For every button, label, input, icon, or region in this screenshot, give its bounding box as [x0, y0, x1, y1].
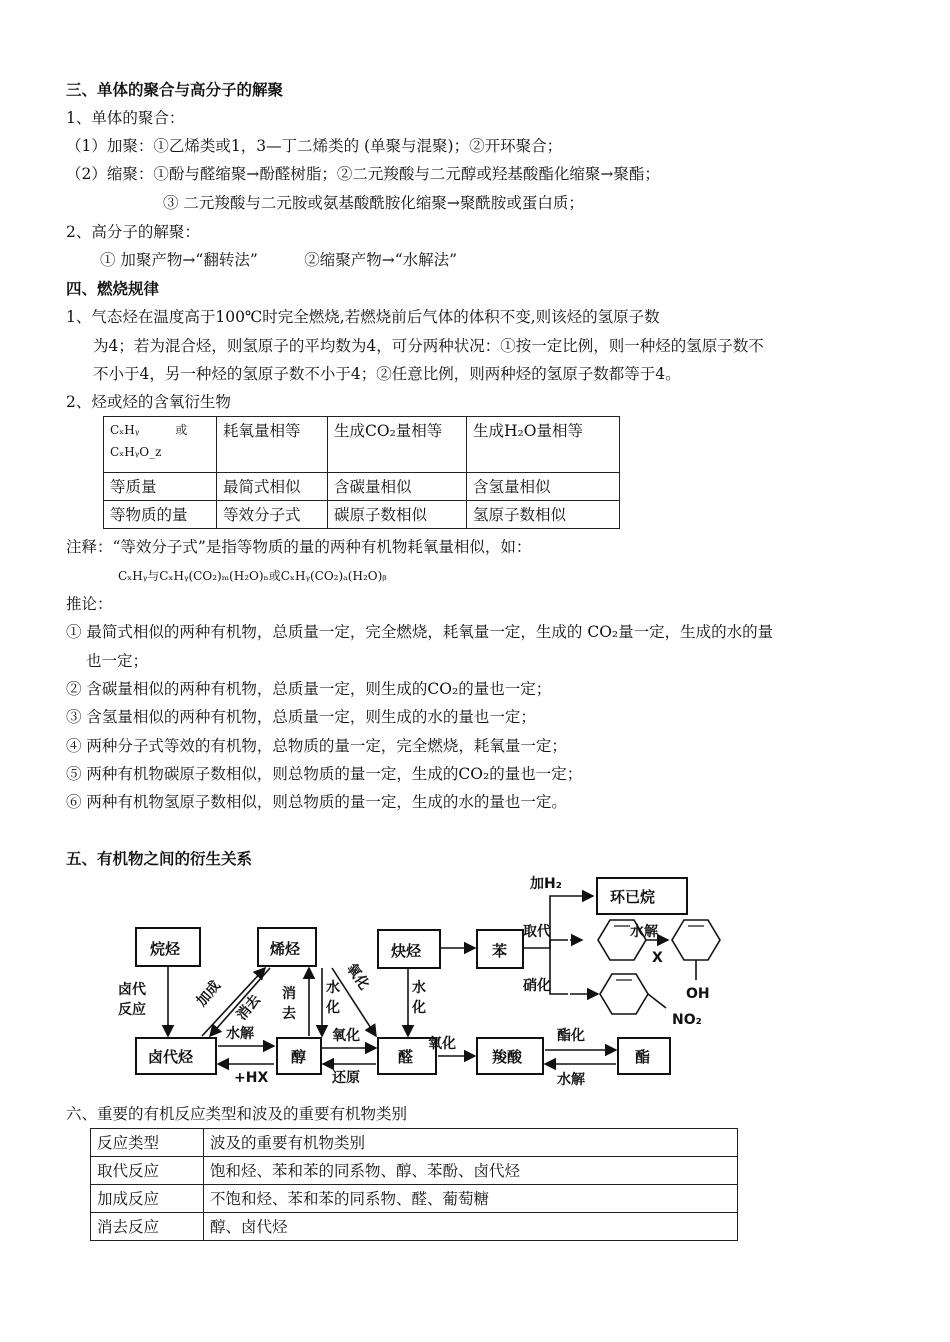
table-row	[91, 1157, 738, 1185]
header-formula-2: CₓHᵧO_z	[110, 445, 162, 459]
table-cell: 最简式相似	[217, 473, 328, 501]
label-addition: 加成	[193, 977, 224, 1010]
label-cyclohexane: 环已烷	[610, 888, 656, 906]
label-oxidation: 氧化	[332, 1028, 360, 1044]
label-elim-b: 去	[282, 1006, 296, 1022]
table-cell: 消去反应	[91, 1213, 204, 1241]
text-line: 为4；若为混合烃，则氢原子的平均数为4，可分两种状况：①按一定比例，则一种烃的氢原子数不	[93, 337, 764, 355]
label-elim-a: 消	[282, 986, 296, 1002]
section3-title: 三、单体的聚合与高分子的解聚	[66, 81, 284, 99]
inference-item: ② 含碳量相似的两种有机物，总质量一定，则生成的CO₂的量也一定；	[66, 680, 552, 698]
label-ester: 酯	[635, 1048, 651, 1066]
table-header-cell: 生成CO₂量相等	[328, 417, 467, 473]
derivation-diagram	[110, 868, 750, 1088]
label-nitration: 硝化	[523, 978, 551, 994]
header-formula-1: CₓHᵧ 或	[110, 423, 188, 437]
label-hydrolysis3: 水解	[557, 1072, 585, 1088]
label-elimination: 消去	[233, 991, 264, 1024]
table-cell: 醇、卤代烃	[204, 1213, 738, 1241]
label-hydration-b: 化	[326, 1000, 340, 1016]
label-substitution: 取代	[523, 924, 551, 940]
inference-item: ⑤ 两种有机物碳原子数相似，则总物质的量一定，生成的CO₂的量也一定；	[66, 765, 583, 783]
text-line: ① 加聚产物→“翻转法” ②缩聚产物→“水解法”	[100, 251, 458, 269]
text-line: 1、气态烃在温度高于100℃时完全燃烧,若燃烧前后气体的体积不变,则该烃的氢原子数	[66, 308, 660, 326]
label-alkyne: 炔烃	[391, 942, 422, 960]
table-row	[91, 1213, 738, 1241]
table-cell: 含碳量相似	[328, 473, 467, 501]
inference-label: 推论：	[66, 595, 113, 613]
section4-title: 四、燃烧规律	[66, 280, 160, 298]
inference-item: 也一定；	[86, 652, 149, 670]
combustion-table	[103, 416, 620, 529]
table-cell: 碳原子数相似	[328, 501, 467, 529]
label-oxidation-diag: 氧化	[342, 960, 373, 993]
table-header-cell: 波及的重要有机物类别	[204, 1129, 738, 1157]
label-halo-reaction: 卤代	[118, 982, 146, 998]
label-hydration2-a: 水	[412, 980, 426, 996]
table-cell: 氢原子数相似	[467, 501, 620, 529]
table-header-cell: 生成H₂O量相等	[467, 417, 620, 473]
note-line: 注释：“等效分子式”是指等物质的量的两种有机物耗氧量相似，如：	[66, 538, 532, 556]
text-line: （1）加聚：①乙烯类或1，3—丁二烯类的 (单聚与混聚)；②开环聚合；	[66, 137, 563, 155]
inference-item: ③ 含氢量相似的两种有机物，总质量一定，则生成的水的量也一定；	[66, 708, 536, 726]
table-row	[104, 473, 620, 501]
label-esterify: 酯化	[557, 1028, 585, 1044]
label-hydration2-b: 化	[412, 1000, 426, 1016]
table-header-cell: 耗氧量相等	[217, 417, 328, 473]
label-x: X	[652, 950, 663, 966]
label-oh: OH	[686, 986, 710, 1002]
table-cell: 不饱和烃、苯和苯的同系物、醛、葡萄糖	[204, 1185, 738, 1213]
table-cell: 取代反应	[91, 1157, 204, 1185]
table-cell: 等物质的量	[104, 501, 217, 529]
label-oxidation2: 氧化	[428, 1036, 456, 1052]
label-alkene: 烯烃	[270, 940, 301, 958]
text-line: 2、烃或烃的含氧衍生物	[66, 393, 231, 411]
label-aldehyde: 醛	[398, 1048, 414, 1066]
table-cell: 含氢量相似	[467, 473, 620, 501]
inference-item: ⑥ 两种有机物氢原子数相似，则总物质的量一定，生成的水的量也一定。	[66, 793, 567, 811]
label-reaction: 反应	[118, 1002, 146, 1018]
label-haloalkane: 卤代烃	[148, 1048, 194, 1066]
label-hydrolysis2: 水解	[226, 1026, 254, 1042]
section6-title: 六、重要的有机反应类型和波及的重要有机物类别	[66, 1105, 408, 1123]
text-line: ③ 二元羧酸与二元胺或氨基酸酰胺化缩聚→聚酰胺或蛋白质；	[163, 194, 584, 212]
reaction-type-table	[90, 1128, 738, 1241]
inference-item: ① 最简式相似的两种有机物，总质量一定，完全燃烧，耗氧量一定，生成的 CO₂量一定，生成的水的量	[66, 623, 774, 641]
table-row	[91, 1129, 738, 1157]
table-cell: 等效分子式	[217, 501, 328, 529]
formula-line: CₓHᵧ与CₓHᵧ(CO₂)ₘ(H₂O)ₙ或CₓHᵧ(CO₂)ₐ(H₂O)ᵦ	[118, 569, 387, 583]
section5-title: 五、有机物之间的衍生关系	[66, 850, 253, 868]
label-add-h2: 加H₂	[530, 876, 562, 892]
text-line: 2、高分子的解聚：	[66, 223, 200, 241]
label-alkane: 烷烃	[150, 940, 181, 958]
label-benzene: 苯	[492, 942, 508, 960]
label-reduction: 还原	[332, 1070, 360, 1086]
text-line: 1、单体的聚合：	[66, 109, 185, 127]
label-hx: +HX	[234, 1070, 269, 1086]
table-row	[91, 1185, 738, 1213]
label-acid: 羧酸	[492, 1048, 523, 1066]
label-alcohol: 醇	[291, 1048, 307, 1066]
text-line: 不小于4，另一种烃的氢原子数不小于4；②任意比例，则两种烃的氢原子数都等于4。	[93, 365, 681, 383]
label-no2: NO₂	[672, 1012, 702, 1028]
table-header-cell: 反应类型	[91, 1129, 204, 1157]
table-cell: 饱和烃、苯和苯的同系物、醇、苯酚、卤代烃	[204, 1157, 738, 1185]
table-row	[104, 501, 620, 529]
inference-item: ④ 两种分子式等效的有机物，总物质的量一定，完全燃烧，耗氧量一定；	[66, 737, 567, 755]
table-header-cell	[104, 417, 217, 473]
text-line: （2）缩聚：①酚与醛缩聚→酚醛树脂；②二元羧酸与二元醇或羟基酸酯化缩聚→聚酯；	[66, 165, 660, 183]
label-hydration-a: 水	[326, 980, 340, 996]
table-cell: 加成反应	[91, 1185, 204, 1213]
table-cell: 等质量	[104, 473, 217, 501]
label-hydrolysis: 水解	[630, 924, 658, 940]
